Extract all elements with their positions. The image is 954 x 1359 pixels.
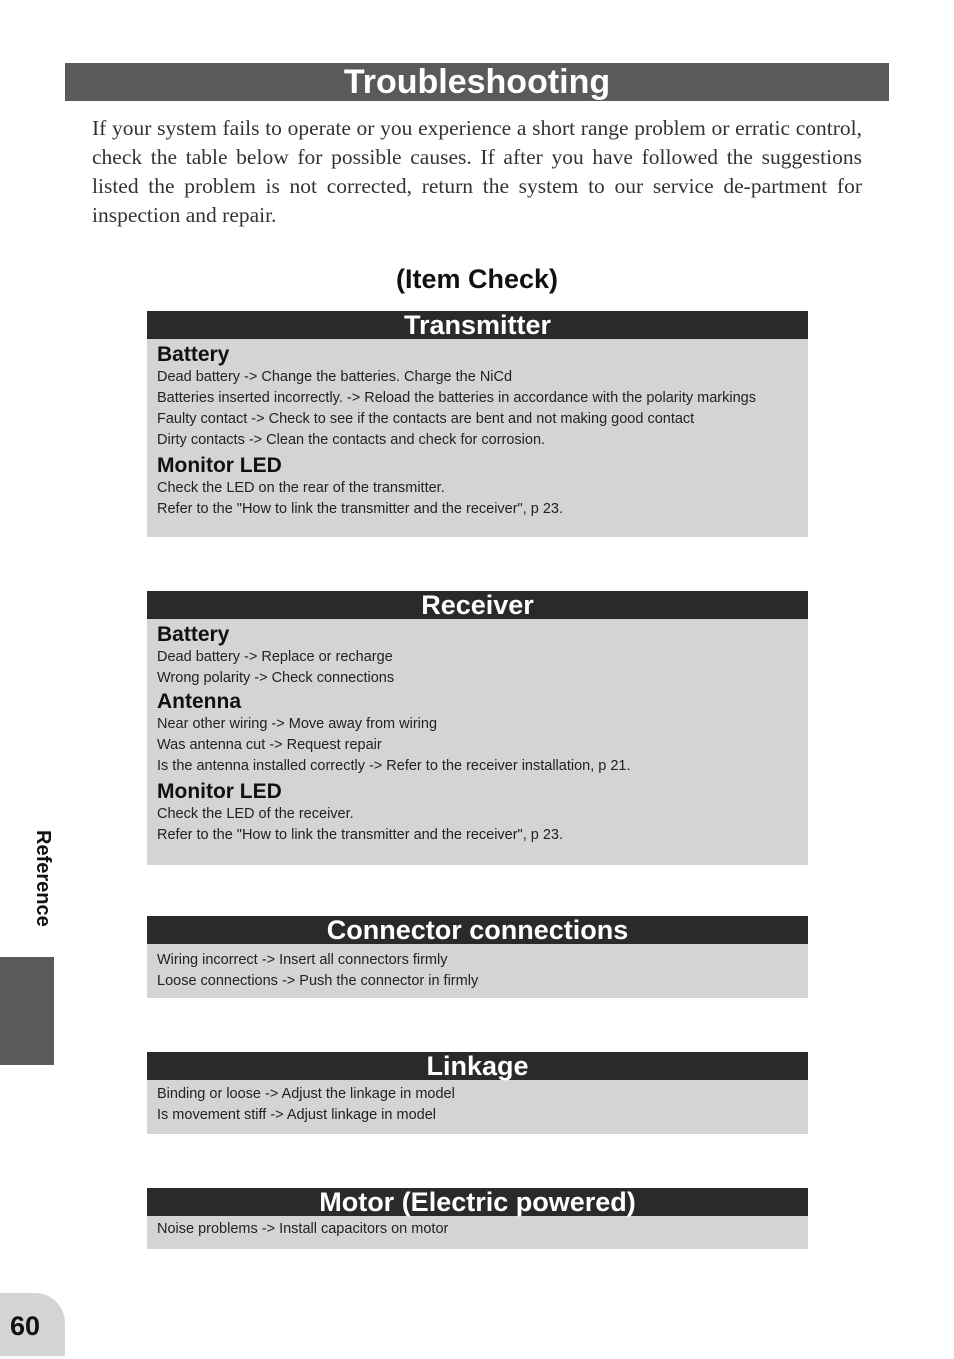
linkage-line: Binding or loose -> Adjust the linkage in model: [157, 1086, 455, 1102]
linkage-line: Is movement stiff -> Adjust linkage in model: [157, 1107, 436, 1123]
transmitter-header: Transmitter: [147, 311, 808, 339]
linkage-header: Linkage: [147, 1052, 808, 1080]
transmitter-battery-title: Battery: [157, 343, 230, 366]
receiver-header: Receiver: [147, 591, 808, 619]
transmitter-battery-line: Batteries inserted incorrectly. -> Reload the batteries in accordance with the polarity markings: [157, 390, 756, 406]
receiver-antenna-title: Antenna: [157, 690, 241, 713]
receiver-battery-line: Wrong polarity -> Check connections: [157, 670, 395, 686]
page-number: 60: [0, 1293, 65, 1356]
item-check-heading: (Item Check): [395, 264, 559, 294]
connector-line: Loose connections -> Push the connector in firmly: [157, 973, 479, 989]
connector-section: [147, 916, 808, 998]
transmitter-led-line: Refer to the "How to link the transmitter and the receiver", p 23.: [157, 501, 564, 517]
linkage-section: [147, 1052, 808, 1134]
transmitter-led-line: Check the LED on the rear of the transmitter.: [157, 480, 445, 496]
intro-paragraph: If your system fails to operate or you experience a short range problem or erratic control, check the table below for possible causes. If after you have followed the suggestions listed the problem is not corrected, return the system to our service de-partment for inspection and repair.: [92, 116, 862, 227]
receiver-led-line: Refer to the "How to link the transmitter and the receiver", p 23.: [157, 827, 564, 843]
receiver-battery-line: Dead battery -> Replace or recharge: [157, 649, 393, 665]
receiver-led-line: Check the LED of the receiver.: [157, 806, 354, 822]
side-tab-marker: [0, 957, 54, 1065]
receiver-antenna-line: Is the antenna installed correctly -> Refer to the receiver installation, p 21.: [157, 758, 631, 774]
receiver-led-title: Monitor LED: [157, 780, 282, 803]
transmitter-battery-line: Faulty contact -> Check to see if the contacts are bent and not making good contact: [157, 411, 695, 427]
connector-header: Connector connections: [147, 916, 808, 944]
receiver-antenna-line: Was antenna cut -> Request repair: [157, 737, 382, 753]
motor-section: [147, 1188, 808, 1249]
transmitter-battery-line: Dirty contacts -> Clean the contacts and check for corrosion.: [157, 432, 546, 448]
motor-line: Noise problems -> Install capacitors on motor: [157, 1221, 449, 1237]
receiver-section: [147, 591, 808, 865]
page-title: Troubleshooting: [65, 63, 889, 101]
transmitter-battery-line: Dead battery -> Change the batteries. Charge the NiCd: [157, 369, 513, 385]
connector-line: Wiring incorrect -> Insert all connectors firmly: [157, 952, 448, 968]
transmitter-led-title: Monitor LED: [157, 454, 282, 477]
receiver-battery-title: Battery: [157, 623, 230, 646]
receiver-antenna-line: Near other wiring -> Move away from wiring: [157, 716, 438, 732]
transmitter-section: [147, 311, 808, 537]
side-reference-label: Reference: [32, 830, 54, 927]
motor-header: Motor (Electric powered): [147, 1188, 808, 1216]
